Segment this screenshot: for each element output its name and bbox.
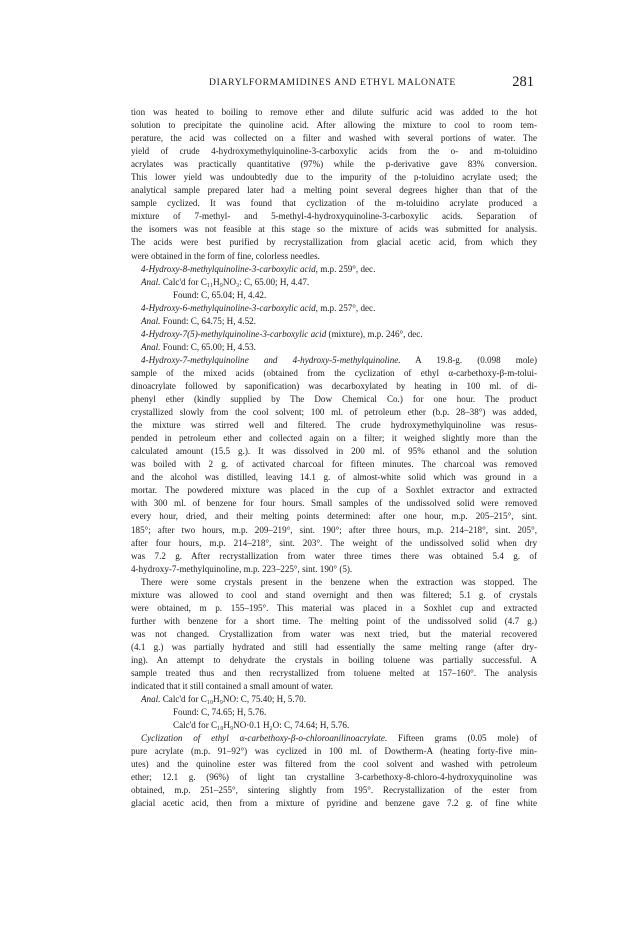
text-line <box>131 380 537 393</box>
text-line <box>131 393 537 406</box>
text-line <box>131 458 537 471</box>
line-text: sample cyclized. It was found that cyclization of the m-toluidino acrylate produced a <box>131 198 537 209</box>
italic-run: Anal. <box>141 315 161 326</box>
text-line <box>131 484 537 497</box>
line-text: and the alcohol was distilled, leaving 14.1 g. of almost-white solid which was ground in a <box>131 472 537 483</box>
text-line <box>131 615 537 628</box>
line-text: ether; 12.1 g. (96%) of light tan crystalline 3-carbethoxy-8-chloro-4-hydroxyquinoline was <box>131 772 537 783</box>
text-line <box>131 537 537 550</box>
text-line <box>131 315 537 328</box>
line-text: Calc'd for C₁₀H₉NO: C, 75.40; H, 5.70. <box>160 694 306 705</box>
text-line <box>131 119 537 132</box>
line-text: calculated amount (15.5 g.). It was dissolved in 200 ml. of 95% ethanol and the solution <box>131 446 537 457</box>
line-text: (4.1 g.) was partially hydrated and still had essentially the same melting range (after dry- <box>131 641 537 652</box>
text-line <box>131 654 537 667</box>
italic-run: 4-Hydroxy-6-methylquinoline-3-carboxylic acid <box>141 302 316 313</box>
italic-run: Anal. <box>141 276 161 287</box>
line-text: pure acrylate (m.p. 91–92°) was cyclized in 100 ml. of Dowtherm-A (heating forty-five min- <box>131 746 537 757</box>
text-line <box>131 706 537 719</box>
line-text: , m.p. 259°, dec. <box>315 263 376 274</box>
line-text: Found: C, 65.00; H, 4.53. <box>160 341 256 352</box>
text-line <box>131 158 537 171</box>
line-text: Fifteen grams (0.05 mole) of <box>387 733 537 744</box>
text-line <box>131 223 537 236</box>
line-text: (mixture), m.p. 246°, dec. <box>326 328 423 339</box>
line-text: were obtained in the form of fine, colorless needles. <box>131 250 320 261</box>
line-text: Found: C, 74.65; H, 5.76. <box>173 707 267 718</box>
line-text: was 7.2 g. After recrystallization from water three times there was obtained 5.4 g. of <box>131 550 537 561</box>
text-line <box>131 771 537 784</box>
line-text: sample treated thus and then recrystallized from toluene melted at 157–160°. The analysis <box>131 668 537 679</box>
text-line <box>131 471 537 484</box>
line-text: with 300 ml. of benzene for four hours. Small samples of the undissolved solid were removed <box>131 498 537 509</box>
line-text: phenyl ether (kindly supplied by The Dow Chemical Co.) for one hour. The product <box>131 394 537 405</box>
text-line <box>131 419 537 432</box>
text-line <box>131 784 537 797</box>
line-text: acrylates was practically quantitative (97%) while the p-derivative gave 83% conversion. <box>131 159 537 170</box>
text-line <box>131 497 537 510</box>
text-line <box>131 432 537 445</box>
text-line <box>131 758 537 771</box>
text-line <box>131 550 537 563</box>
line-text: 185°; after two hours, m.p. 209–219°, sint. 190°; after three hours, m.p. 214–218°, sint. 205°, <box>131 524 537 535</box>
line-text: the mixture was stirred well and filtered. The crude hydroxymethylquinoline was resus- <box>131 420 537 431</box>
text-line <box>131 406 537 419</box>
text-line <box>131 641 537 654</box>
italic-run: Anal. <box>141 341 161 352</box>
text-line <box>131 145 537 158</box>
line-text: indicated that it still contained a small amount of water. <box>131 681 334 692</box>
line-text: solution to precipitate the quinoline acid. After allowing the mixture to cool to room tem- <box>131 120 537 131</box>
text-line <box>131 132 537 145</box>
text-line <box>131 210 537 223</box>
text-line <box>131 302 537 315</box>
text-line <box>131 745 537 758</box>
text-line <box>131 602 537 615</box>
line-text: was not changed. Crystallization from water was next tried, but the material recovered <box>131 628 537 639</box>
text-line <box>131 354 537 367</box>
line-text: Found: C, 65.04; H, 4.42. <box>173 289 267 300</box>
text-line <box>131 524 537 537</box>
text-line <box>131 106 537 119</box>
text-line <box>131 236 537 249</box>
line-text: tion was heated to boiling to remove ether and dilute sulfuric acid was added to the hot <box>131 107 537 117</box>
line-text: was boiled with 2 g. of activated charcoal for fifteen minutes. The charcoal was removed <box>131 459 537 470</box>
line-text: sample of the mixed acids (obtained from the cyclization of ethyl α-carbethoxy-β-m-tolui- <box>131 367 537 378</box>
text-line <box>131 276 537 289</box>
running-head-title: DIARYLFORMAMIDINES AND ETHYL MALONATE <box>209 77 456 88</box>
line-text: The acids were best purified by recrystallization from glacial acetic acid, from which they <box>131 237 537 248</box>
text-line <box>131 445 537 458</box>
text-line <box>131 197 537 210</box>
line-text: ing). An attempt to dehydrate the crystals in boiling toluene was partially successful. A <box>131 654 537 665</box>
text-line <box>131 563 537 576</box>
line-text: There were some crystals present in the benzene when the extraction was stopped. The <box>141 576 537 587</box>
line-text: analytical sample prepared later had a melting point several degrees higher than that of the <box>131 185 537 196</box>
line-text: mortar. The powdered mixture was placed in the cup of a Soxhlet extractor and extracted <box>131 485 537 496</box>
text-line <box>131 263 537 276</box>
text-line <box>131 171 537 184</box>
text-line <box>131 341 537 354</box>
italic-run: 4-Hydroxy-7(5)-methylquinoline-3-carboxylic acid <box>141 328 327 339</box>
italic-run: Anal. <box>141 694 161 705</box>
italic-run: Cyclization of ethyl α-carbethoxy-β-o-chloroanilinoacrylate. <box>141 733 388 744</box>
line-text: yield of crude 4-hydroxymethylquinoline-3-carboxylic acids from the o- and m-toluidino <box>131 146 537 157</box>
line-text: perature, the acid was collected on a filter and washed with several portions of water. The <box>131 133 537 144</box>
line-text: mixture of 7-methyl- and 5-methyl-4-hydroxyquinoline-3-carboxylic acids. Separation of <box>131 211 537 222</box>
page-number: 281 <box>512 74 534 90</box>
running-head <box>131 74 534 92</box>
line-text: Calc'd for C₁₁H₉NO₃: C, 65.00; H, 4.47. <box>160 276 310 287</box>
line-text: obtained, m.p. 251–255°, sintering slightly from 195°. Recrystallization of the ester from <box>131 785 537 796</box>
text-line <box>131 250 537 263</box>
line-text: 4-hydroxy-7-methylquinoline, m.p. 223–225°, sint. 190° (5). <box>131 563 353 574</box>
line-text: dinoacrylate followed by saponification) was decarboxylated by heating in 100 ml. of di- <box>131 380 537 391</box>
text-line <box>131 719 537 732</box>
line-text: glacial acetic acid, then from a mixture of pyridine and benzene gave 7.2 g. of fine white <box>131 798 537 809</box>
line-text: the isomers was not feasible at this stage so the mixture of acids was submitted for analysis. <box>131 224 537 235</box>
text-line <box>131 510 537 523</box>
line-text: This lower yield was undoubtedly due to the impurity of the p-toluidino acrylate used; the <box>131 172 537 183</box>
line-text: mixture was allowed to cool and stand overnight and then was filtered; 5.1 g. of crystals <box>131 589 537 600</box>
text-line <box>131 367 537 380</box>
line-text: further with benzene for a short time. The melting point of the undissolved solid (4.7 g.) <box>131 615 537 626</box>
italic-run: 4-Hydroxy-7-methylquinoline and 4-hydroxy-5-methylquinoline. <box>141 354 401 365</box>
line-text: were obtained, m p. 155–195°. This material was placed in a Soxhlet cup and extracted <box>131 602 537 613</box>
text-line <box>131 667 537 680</box>
text-line <box>131 693 537 706</box>
line-text: Found: C, 64.75; H, 4.52. <box>160 315 256 326</box>
body-text <box>131 106 537 811</box>
text-line <box>131 589 537 602</box>
text-line <box>131 732 537 745</box>
text-line <box>131 184 537 197</box>
line-text: after four hours, m.p. 214–218°, sint. 203°. The weight of the undissolved solid when dry <box>131 537 537 548</box>
line-text: pended in petroleum ether and collected again on a filter; it weighed slightly more than the <box>131 433 537 444</box>
text-line <box>131 328 537 341</box>
text-line <box>131 628 537 641</box>
text-line <box>131 797 537 810</box>
line-text: every hour, dried, and their melting points determined: after one hour, m.p. 205–215°, sint. <box>131 511 537 522</box>
text-line <box>131 576 537 589</box>
line-text: , m.p. 257°, dec. <box>315 302 376 313</box>
line-text: Calc'd for C₁₀H₉NO·0.1 H₂O: C, 74.64; H, 5.76. <box>173 720 350 731</box>
text-line <box>131 680 537 693</box>
line-text: crystallized slowly from the cool solvent; 100 ml. of petroleum ether (b.p. 28–38°) was added, <box>131 407 537 418</box>
text-line <box>131 289 537 302</box>
line-text: utes) and the quinoline ester was filtered from the cool solvent and washed with petroleum <box>131 759 537 770</box>
line-text: A 19.8-g. (0.098 mole) <box>400 354 537 365</box>
italic-run: 4-Hydroxy-8-methylquinoline-3-carboxylic acid <box>141 263 316 274</box>
